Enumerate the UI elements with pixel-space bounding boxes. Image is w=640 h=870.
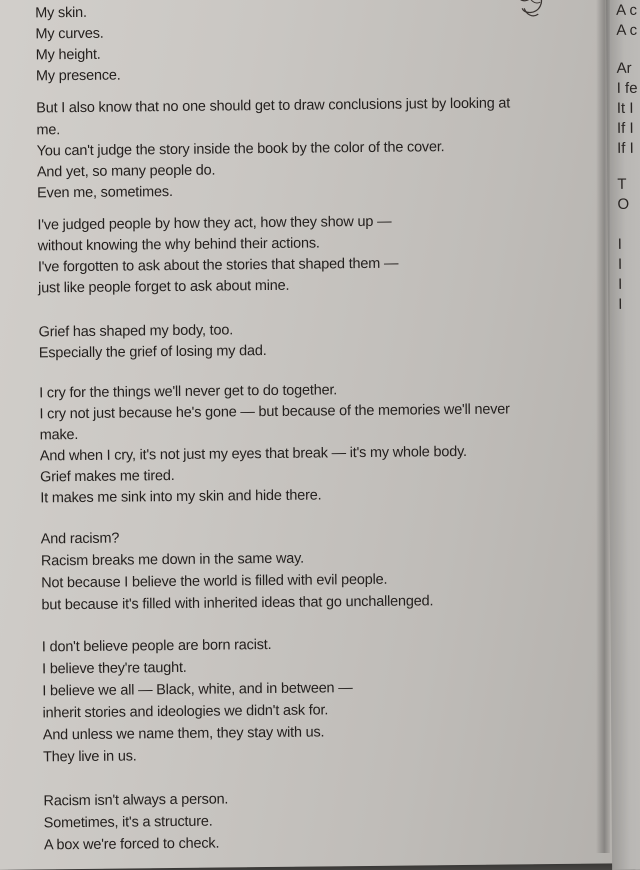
- text-line: My presence.: [35, 67, 121, 85]
- adjacent-page-fragment: I: [617, 255, 623, 273]
- text-line: Sometimes, it's a structure.: [43, 813, 213, 832]
- text-line: And unless we name them, they stay with us.: [42, 724, 325, 744]
- text-line: My skin.: [35, 4, 87, 22]
- adjacent-page-fragment: A c: [616, 1, 638, 19]
- text-line: And racism?: [40, 530, 120, 548]
- text-line: Not because I believe the world is filled with evil people.: [41, 571, 388, 592]
- text-line: Grief makes me tired.: [40, 467, 175, 486]
- text-line: inherit stories and ideologies we didn't ask for.: [42, 702, 329, 722]
- handwritten-doodle-icon: [504, 0, 554, 25]
- text-line: I believe we all — Black, white, and in between —: [42, 680, 353, 700]
- adjacent-page-fragment: T: [617, 175, 627, 193]
- text-line: But I also know that no one should get to draw conclusions just by looking at: [36, 95, 511, 117]
- text-line: And yet, so many people do.: [36, 162, 216, 181]
- text-line: My height.: [35, 46, 101, 64]
- text-line: Grief has shaped my body, too.: [38, 322, 234, 341]
- text-line: I've forgotten to ask about the stories that shaped them —: [37, 255, 399, 276]
- text-line: And when I cry, it's not just my eyes that break — it's my whole body.: [39, 443, 467, 465]
- text-line: You can't judge the story inside the book by the color of the cover.: [36, 139, 445, 160]
- text-line: I don't believe people are born racist.: [41, 636, 272, 656]
- text-line: just like people forget to ask about mine.: [38, 277, 290, 297]
- adjacent-page-edge: [606, 0, 640, 870]
- text-line: I believe they're taught.: [42, 659, 187, 678]
- adjacent-page-fragment: A c: [616, 21, 638, 39]
- text-line: Racism isn't always a person.: [43, 791, 229, 810]
- adjacent-page-fragment: I: [618, 295, 623, 313]
- adjacent-page-fragment: I: [617, 235, 623, 253]
- adjacent-page-fragment: If I: [617, 139, 634, 157]
- text-line: I cry for the things we'll never get to do together.: [39, 382, 338, 402]
- text-line: A box we're forced to check.: [43, 835, 220, 854]
- adjacent-page-fragment: O: [617, 195, 630, 213]
- text-line: Even me, sometimes.: [37, 183, 173, 202]
- text-line: I cry not just because he's gone — but because of the memories we'll never: [39, 401, 510, 423]
- text-line: I've judged people by how they act, how they show up —: [37, 213, 392, 234]
- text-line: without knowing the why behind their actions.: [37, 235, 320, 255]
- adjacent-page-fragment: I: [617, 275, 623, 293]
- adjacent-page-fragment: If I: [616, 119, 634, 137]
- adjacent-page-fragment: It I: [616, 99, 634, 117]
- text-line: Especially the grief of losing my dad.: [38, 343, 267, 362]
- adjacent-page-fragment: I fe: [616, 79, 638, 97]
- text-line: They live in us.: [42, 748, 137, 766]
- adjacent-page-fragment: Ar: [616, 59, 632, 77]
- text-line: but because it's filled with inherited ideas that go unchallenged.: [41, 593, 434, 614]
- text-line: me.: [36, 122, 61, 139]
- text-line: Racism breaks me down in the same way.: [40, 550, 304, 570]
- text-line: make.: [39, 426, 79, 444]
- book-spine-shadow: [596, 0, 610, 853]
- text-line: My curves.: [35, 25, 104, 43]
- text-line: It makes me sink into my skin and hide there.: [40, 487, 322, 507]
